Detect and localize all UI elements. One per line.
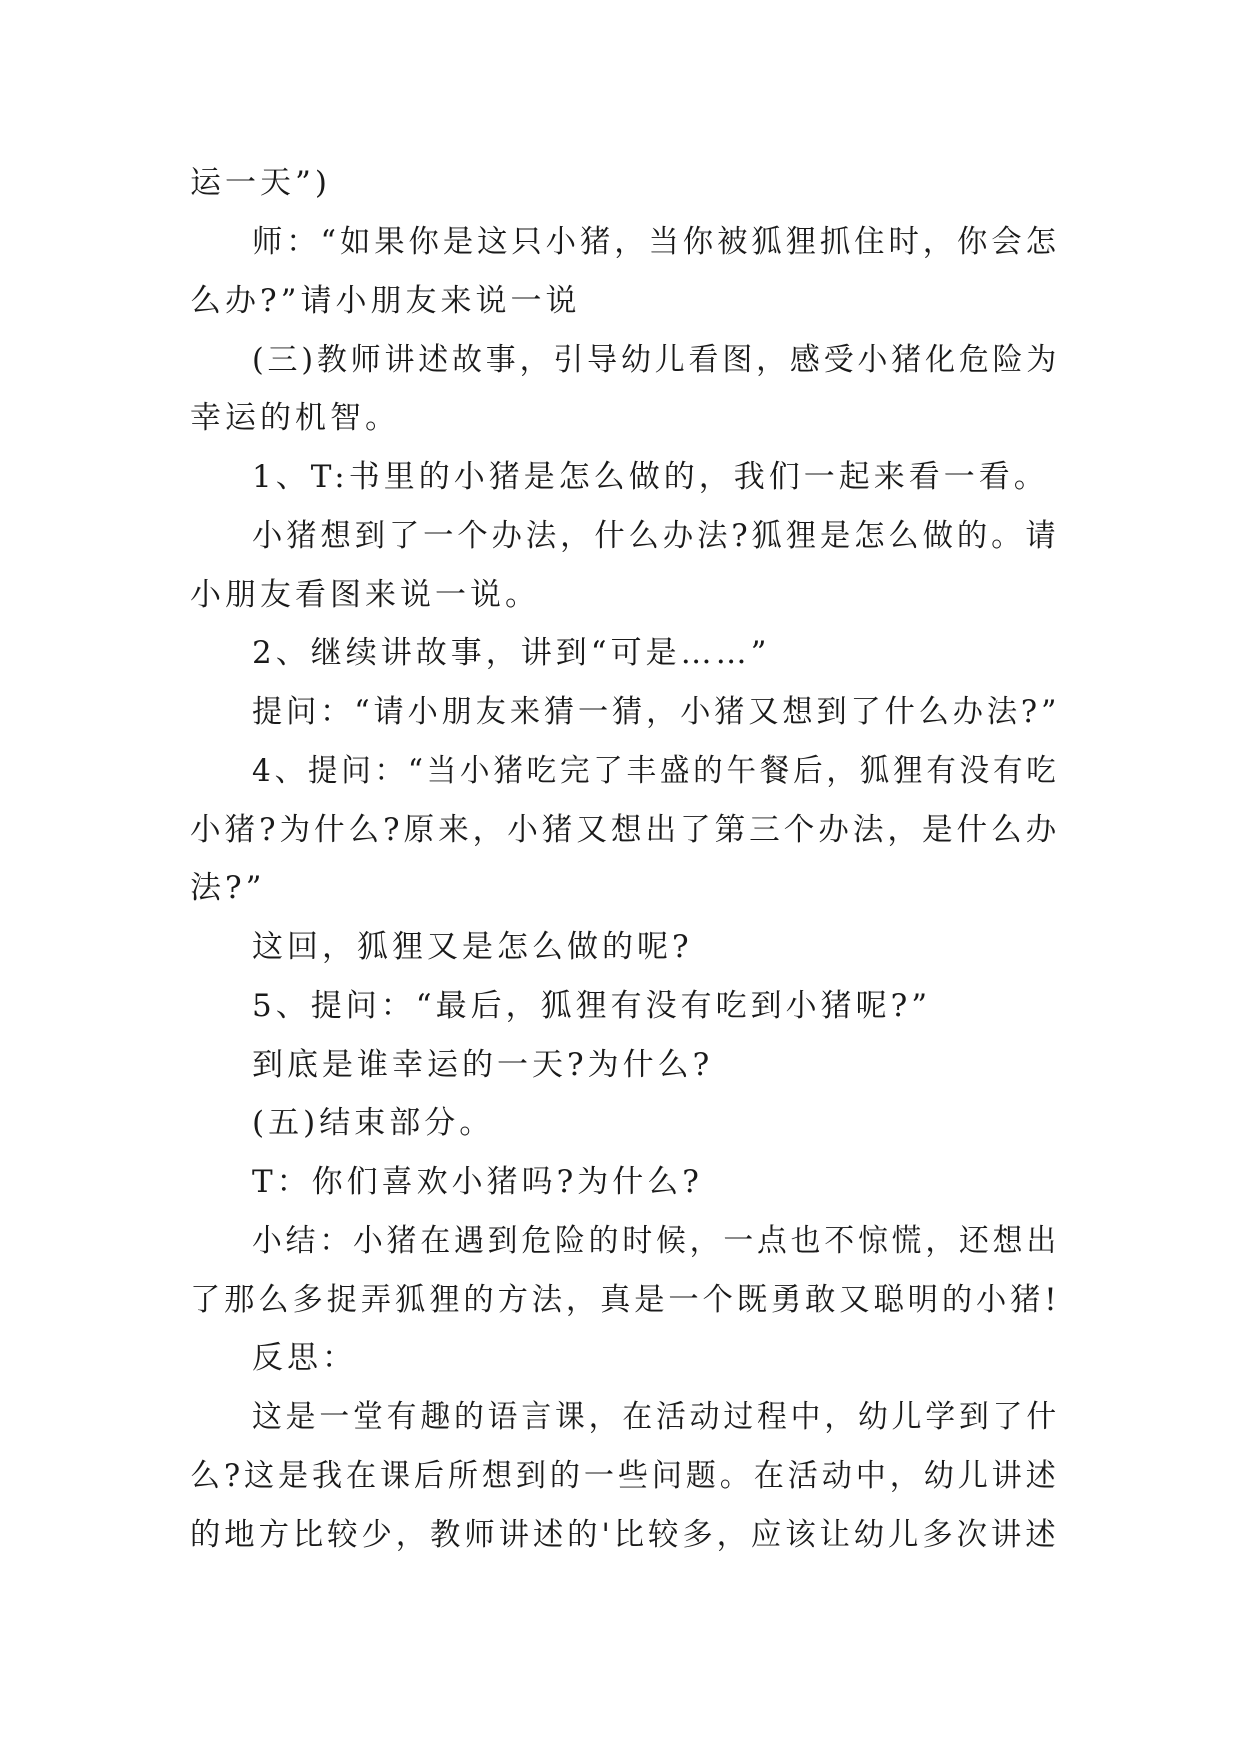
text-line: 的地方比较少，教师讲述的'比较多，应该让幼儿多次讲述 — [190, 1517, 1060, 1553]
text-line: 小朋友看图来说一说。 — [190, 577, 540, 613]
text-line: 4、提问：“当小猪吃完了丰盛的午餐后，狐狸有没有吃 — [252, 753, 1060, 789]
text-line: 提问：“请小朋友来猜一猜，小猪又想到了什么办法?” — [252, 694, 1061, 730]
text-line: (三)教师讲述故事，引导幼儿看图，感受小猪化危险为 — [252, 342, 1061, 378]
text-line: 到底是谁幸运的一天?为什么? — [252, 1047, 714, 1083]
text-line: T：你们喜欢小猪吗?为什么? — [252, 1164, 703, 1200]
text-line: 么办?”请小朋友来说一说 — [190, 283, 581, 319]
text-line: 小猪想到了一个办法，什么办法?狐狸是怎么做的。请 — [252, 518, 1060, 554]
text-line: 5、提问：“最后，狐狸有没有吃到小猪呢?” — [252, 988, 932, 1024]
text-line: 运一天”) — [190, 165, 331, 201]
text-line: 小猪?为什么?原来，小猪又想出了第三个办法，是什么办 — [190, 812, 1061, 848]
text-line: 1、T:书里的小猪是怎么做的，我们一起来看一看。 — [252, 459, 1049, 495]
text-line: 反思： — [252, 1340, 357, 1376]
text-line: 了那么多捉弄狐狸的方法，真是一个既勇敢又聪明的小猪! — [190, 1282, 1061, 1318]
text-line: 幸运的机智。 — [190, 400, 400, 436]
text-line: 法?” — [190, 870, 266, 906]
text-line: (五)结束部分。 — [252, 1105, 495, 1141]
text-line: 小结：小猪在遇到危险的时候，一点也不惊慌，还想出 — [252, 1223, 1060, 1259]
text-line: 2、继续讲故事，讲到“可是……” — [252, 635, 771, 671]
text-line: 师：“如果你是这只小猪，当你被狐狸抓住时，你会怎 — [252, 224, 1060, 260]
text-line: 这回，狐狸又是怎么做的呢? — [252, 929, 693, 965]
text-line: 这是一堂有趣的语言课，在活动过程中，幼儿学到了什 — [252, 1399, 1060, 1435]
text-line: 么?这是我在课后所想到的一些问题。在活动中，幼儿讲述 — [190, 1458, 1060, 1494]
